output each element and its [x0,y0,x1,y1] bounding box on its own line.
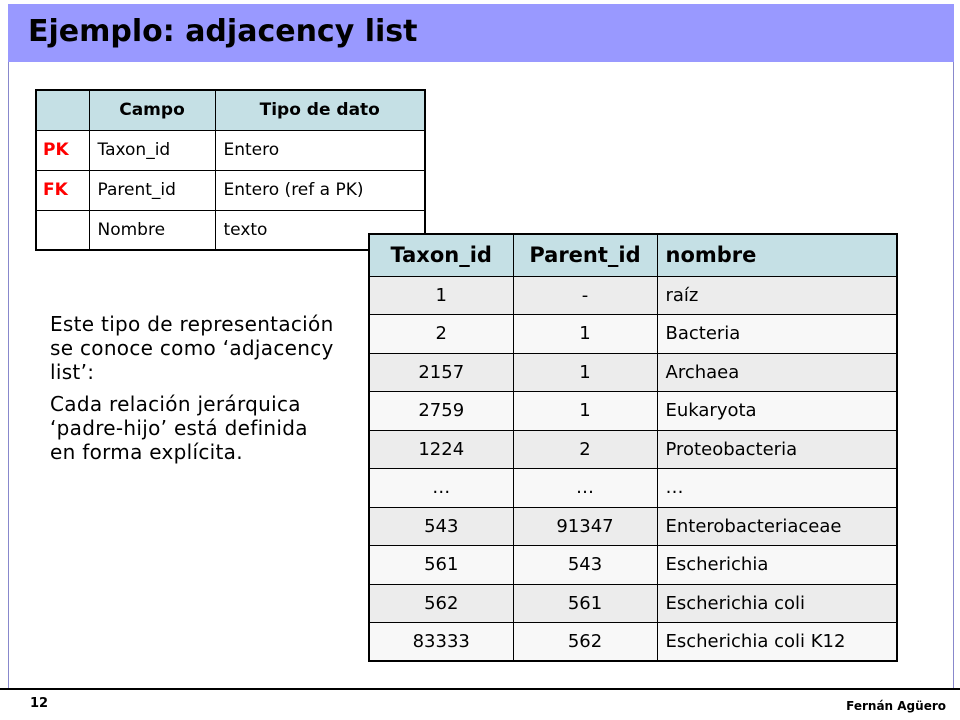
slide-title: Ejemplo: adjacency list [28,14,418,49]
header-parent-id: Parent_id [513,234,657,276]
schema-row [36,170,425,210]
taxonomy-header-row [369,234,897,276]
nombre-cell: raíz [657,276,897,315]
taxon-id-cell: 83333 [369,623,513,662]
footer-divider [0,688,960,690]
nombre-cell: Proteobacteria [657,430,897,469]
taxon-id-cell: 1224 [369,430,513,469]
nombre-cell: Archaea [657,353,897,392]
parent-id-cell: 2 [513,430,657,469]
taxonomy-table [368,233,898,662]
parent-id-cell: 1 [513,315,657,354]
schema-header-row [36,90,425,130]
page-number: 12 [30,696,49,711]
parent-id-cell: 1 [513,392,657,431]
schema-row [36,210,425,250]
table-row [369,507,897,546]
nombre-cell: Escherichia coli K12 [657,623,897,662]
nombre-cell: … [657,469,897,508]
parent-id-cell: 561 [513,584,657,623]
table-row [369,276,897,315]
key-cell [36,210,89,250]
schema-table [35,89,426,251]
taxon-id-cell: 2 [369,315,513,354]
table-row [369,469,897,508]
schema-row [36,130,425,170]
key-cell: PK [36,130,89,170]
table-row [369,546,897,585]
nombre-cell: Eukaryota [657,392,897,431]
type-cell: texto [215,210,425,250]
author-name: Fernán Agüero [846,699,946,713]
parent-id-cell: 91347 [513,507,657,546]
table-row [369,315,897,354]
description-text [50,312,340,472]
type-cell: Entero [215,130,425,170]
nombre-cell: Escherichia [657,546,897,585]
table-row [369,392,897,431]
schema-header-cell: Tipo de dato [215,90,425,130]
table-row [369,584,897,623]
taxon-id-cell: 562 [369,584,513,623]
nombre-cell: Escherichia coli [657,584,897,623]
parent-id-cell: 1 [513,353,657,392]
table-row [369,430,897,469]
taxon-id-cell: 543 [369,507,513,546]
type-cell: Entero (ref a PK) [215,170,425,210]
taxon-id-cell: 2759 [369,392,513,431]
key-cell: FK [36,170,89,210]
schema-header-cell [36,90,89,130]
taxon-id-cell: 2157 [369,353,513,392]
table-row [369,353,897,392]
parent-id-cell: 543 [513,546,657,585]
description-paragraph: Cada relación jerárquica ‘padre-hijo’ está definida en forma explícita. [50,392,308,464]
taxon-id-cell: 1 [369,276,513,315]
table-row [369,623,897,662]
parent-id-cell: … [513,469,657,508]
parent-id-cell: - [513,276,657,315]
taxon-id-cell: … [369,469,513,508]
field-cell: Taxon_id [89,130,215,170]
nombre-cell: Bacteria [657,315,897,354]
parent-id-cell: 562 [513,623,657,662]
field-cell: Nombre [89,210,215,250]
schema-header-cell: Campo [89,90,215,130]
title-bar [8,4,954,62]
header-nombre: nombre [657,234,897,276]
nombre-cell: Enterobacteriaceae [657,507,897,546]
field-cell: Parent_id [89,170,215,210]
taxon-id-cell: 561 [369,546,513,585]
header-taxon-id: Taxon_id [369,234,513,276]
description-paragraph: Este tipo de representación se conoce como ‘adjacency list’: [50,312,334,384]
